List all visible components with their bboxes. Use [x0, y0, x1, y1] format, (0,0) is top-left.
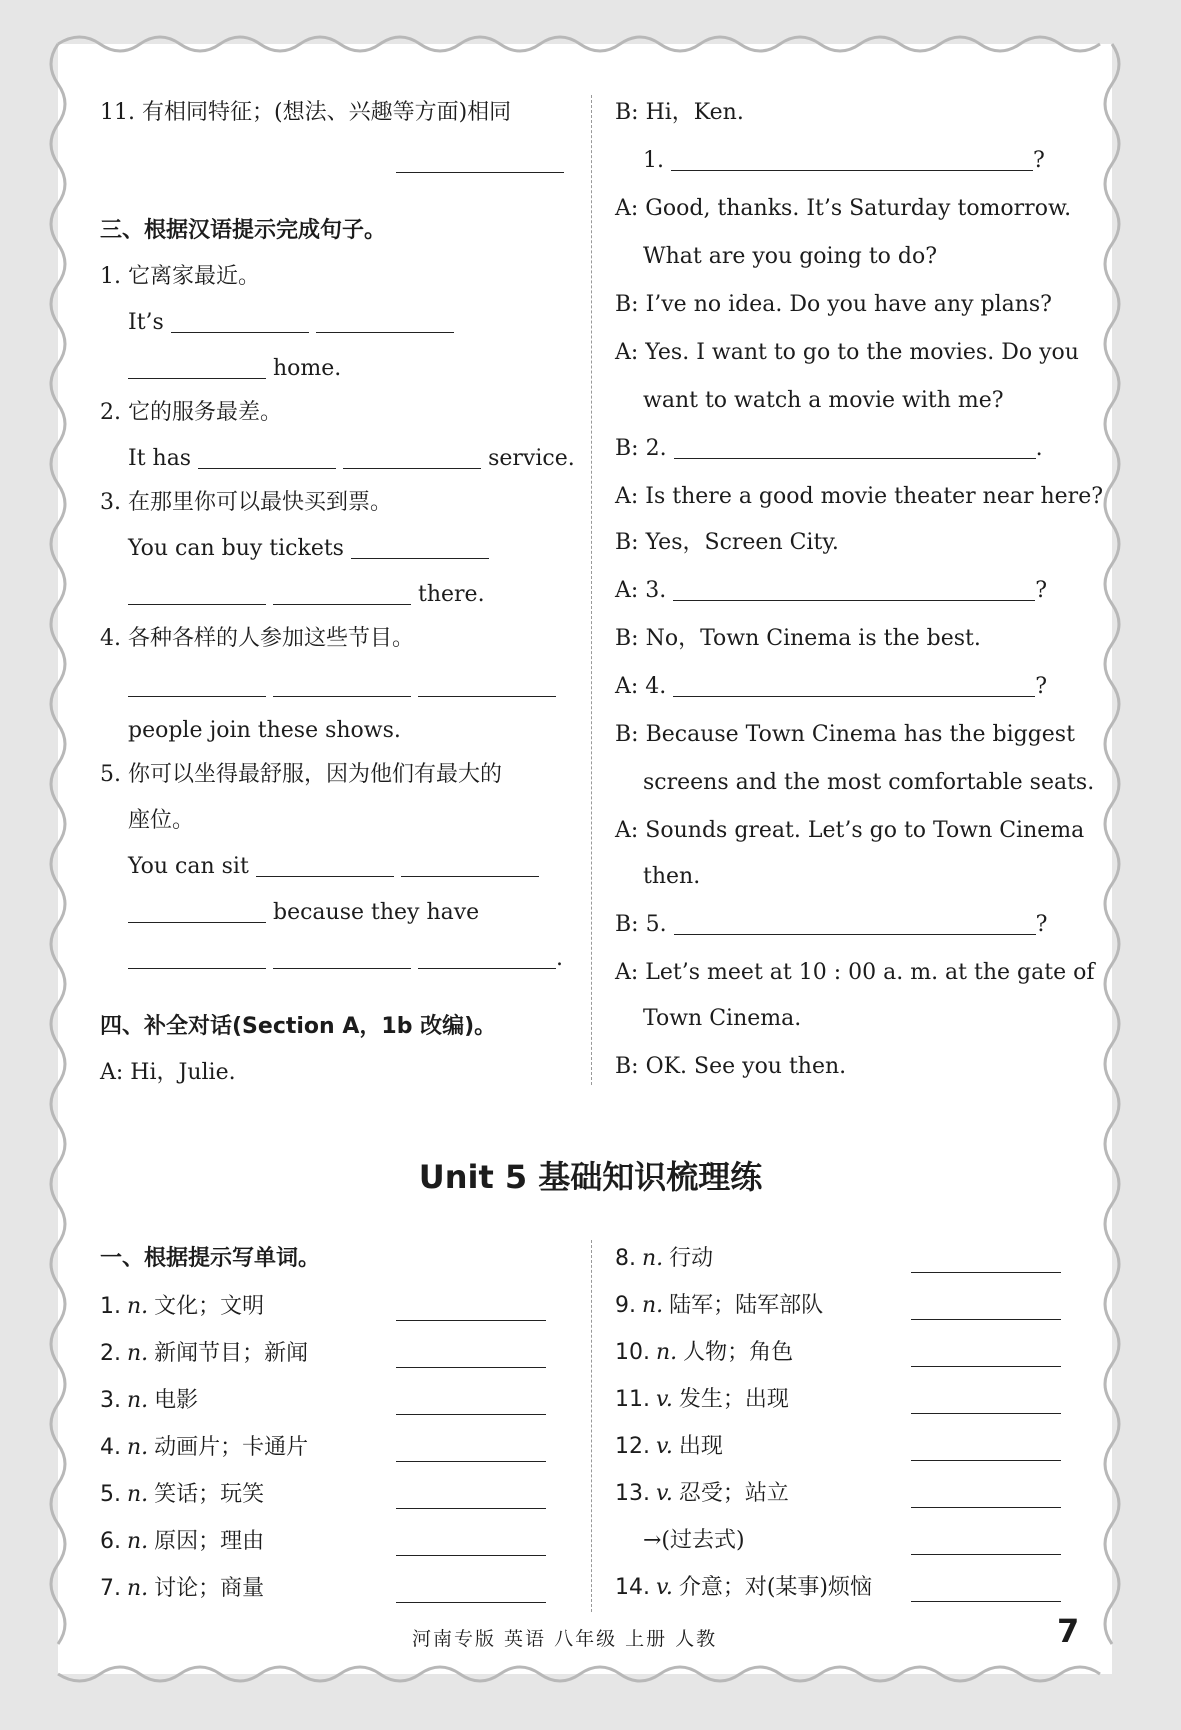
vocab-item — [615, 1432, 723, 1462]
sentence-1-line-a — [128, 308, 454, 338]
dialogue-a4-cont: want to watch a movie with me? — [643, 388, 1004, 413]
sentence-4-chinese: 4. 各种各样的人参加这些节目。 — [100, 626, 414, 651]
answer-blank[interactable] — [128, 946, 266, 969]
sentence-5-line-b — [128, 898, 479, 928]
question-11: 11. 有相同特征；(想法、兴趣等方面)相同 — [100, 100, 512, 125]
dialogue-a1: A: Hi，Julie. — [100, 1060, 236, 1085]
vocab-item — [615, 1385, 789, 1415]
answer-blank[interactable] — [128, 582, 266, 605]
vocab-meaning: 文化；文明 — [154, 1294, 265, 1319]
blank-number-1: 1. — [643, 148, 664, 173]
answer-blank[interactable] — [674, 912, 1036, 935]
vocab-meaning: 行动 — [669, 1246, 714, 1271]
vocab-item — [615, 1573, 872, 1603]
sentence-5-chinese-cont: 座位。 — [128, 808, 195, 833]
vocab-number: 6. — [100, 1529, 121, 1554]
vocab-number: 10. — [615, 1340, 650, 1365]
sentence-1-end: home. — [273, 356, 342, 381]
vocab-meaning: 陆军；陆军部队 — [669, 1293, 824, 1318]
dialogue-blank-5 — [615, 910, 1047, 940]
answer-blank[interactable] — [396, 1602, 546, 1603]
sentence-5-start: You can sit — [128, 854, 249, 879]
sentence-1-chinese: 1. 它离家最近。 — [100, 264, 260, 289]
sentence-5-mid: because they have — [273, 900, 480, 925]
vocab-meaning: 介意；对(某事)烦恼 — [678, 1575, 872, 1600]
sentence-5-line-c — [128, 944, 563, 974]
vocab-meaning: 出现 — [678, 1434, 723, 1459]
sentence-5-chinese: 5. 你可以坐得最舒服，因为他们有最大的 — [100, 762, 502, 787]
dialogue-blank-3 — [615, 576, 1047, 606]
answer-blank[interactable] — [396, 1555, 546, 1556]
part-of-speech: v. — [656, 1387, 673, 1412]
answer-blank[interactable] — [401, 854, 539, 877]
vocab-number: 12. — [615, 1434, 650, 1459]
dialogue-b9: B: No，Town Cinema is the best. — [615, 626, 981, 651]
vocab-item — [100, 1339, 308, 1369]
vocab-number: 13. — [615, 1481, 650, 1506]
dialogue-b13-label: B: 5. — [615, 912, 667, 937]
dialogue-b11-cont: screens and the most comfortable seats. — [643, 770, 1095, 795]
answer-blank[interactable] — [671, 148, 1033, 171]
answer-blank[interactable] — [396, 1367, 546, 1368]
page-number: 7 — [1057, 1612, 1080, 1650]
dialogue-a2-cont: What are you going to do? — [643, 244, 938, 269]
vocab-meaning: →(过去式) — [643, 1528, 745, 1553]
question-mark: ? — [1035, 674, 1048, 699]
dialogue-a4: A: Yes. I want to go to the movies. Do you — [615, 340, 1079, 365]
sentence-5-line-a — [128, 852, 539, 882]
dialogue-blank-4 — [615, 672, 1047, 702]
answer-blank[interactable] — [673, 578, 1035, 601]
answer-blank[interactable] — [128, 674, 266, 697]
dialogue-b3: B: I’ve no idea. Do you have any plans? — [615, 292, 1052, 317]
answer-blank[interactable] — [911, 1554, 1061, 1555]
answer-blank[interactable] — [418, 674, 556, 697]
dialogue-a10-label: A: 4. — [615, 674, 667, 699]
vocab-number: 2. — [100, 1341, 121, 1366]
answer-blank[interactable] — [396, 1320, 546, 1321]
answer-blank[interactable] — [256, 854, 394, 877]
footer-text: 河南专版 英语 八年级 上册 人教 — [412, 1628, 718, 1650]
answer-blank[interactable] — [128, 356, 266, 379]
vocab-item — [100, 1574, 264, 1604]
dialogue-b7: B: Yes，Screen City. — [615, 530, 839, 555]
dialogue-a12-cont: then. — [643, 864, 701, 889]
part-of-speech: n. — [642, 1246, 664, 1271]
sentence-4-line-a — [128, 672, 556, 702]
answer-blank[interactable] — [911, 1601, 1061, 1602]
vocab-meaning: 发生；出现 — [678, 1387, 789, 1412]
part-of-speech: n. — [127, 1294, 149, 1319]
vocab-meaning: 新闻节目；新闻 — [154, 1341, 309, 1366]
sentence-2-line — [128, 444, 575, 474]
vocab-item — [100, 1527, 264, 1557]
part-of-speech: n. — [656, 1340, 678, 1365]
vocab-item — [100, 1480, 264, 1510]
sentence-3-chinese: 3. 在那里你可以最快买到票。 — [100, 490, 392, 515]
sentence-2-chinese: 2. 它的服务最差。 — [100, 400, 282, 425]
vocab-meaning: 电影 — [154, 1388, 199, 1413]
vocab-number: 14. — [615, 1575, 650, 1600]
vocab-number: 11. — [615, 1387, 650, 1412]
vocab-meaning: 原因；理由 — [154, 1529, 265, 1554]
sentence-2-start: It has — [128, 446, 192, 471]
vocab-number: 3. — [100, 1388, 121, 1413]
unit-section-1-title: 一、根据提示写单词。 — [100, 1246, 321, 1271]
vocab-item — [615, 1244, 713, 1274]
column-divider-top — [591, 95, 592, 1085]
dialogue-blank-2 — [615, 434, 1043, 464]
vocab-number: 5. — [100, 1482, 121, 1507]
period-mark: . — [1035, 436, 1043, 461]
dialogue-a12: A: Sounds great. Let’s go to Town Cinema — [615, 818, 1085, 843]
answer-blank[interactable] — [911, 1366, 1061, 1367]
sentence-4-end: people join these shows. — [128, 718, 401, 743]
sentence-3-start: You can buy tickets — [128, 536, 344, 561]
vocab-item — [100, 1386, 198, 1416]
answer-blank[interactable] — [316, 310, 454, 333]
answer-blank[interactable] — [171, 310, 309, 333]
answer-blank[interactable] — [418, 946, 556, 969]
question-mark: ? — [1035, 578, 1048, 603]
sentence-3-line-a — [128, 534, 489, 564]
vocab-meaning: 人物；角色 — [683, 1340, 794, 1365]
vocab-number: 4. — [100, 1435, 121, 1460]
vocab-item — [100, 1433, 308, 1463]
answer-blank[interactable] — [396, 1461, 546, 1462]
dialogue-a2: A: Good, thanks. It’s Saturday tomorrow. — [615, 196, 1072, 221]
dialogue-a14-cont: Town Cinema. — [643, 1006, 802, 1031]
vocab-meaning: 动画片；卡通片 — [154, 1435, 309, 1460]
unit-title: Unit 5 基础知识梳理练 — [418, 1158, 763, 1196]
answer-blank[interactable] — [273, 582, 411, 605]
answer-blank[interactable] — [673, 674, 1035, 697]
answer-blank[interactable] — [351, 536, 489, 559]
sentence-2-end: service. — [488, 446, 575, 471]
sentence-5-period: . — [556, 946, 563, 971]
answer-blank[interactable] — [674, 436, 1036, 459]
vocab-item — [100, 1292, 264, 1322]
vocab-meaning: 讨论；商量 — [154, 1576, 265, 1601]
dialogue-b11: B: Because Town Cinema has the biggest — [615, 722, 1075, 747]
dialogue-a14: A: Let’s meet at 10 : 00 a. m. at the gate of — [615, 960, 1095, 985]
vocab-meaning: 忍受；站立 — [678, 1481, 789, 1506]
answer-blank[interactable] — [273, 674, 411, 697]
vocab-item — [615, 1291, 823, 1321]
vocab-number: 9. — [615, 1293, 636, 1318]
answer-blank[interactable] — [911, 1507, 1061, 1508]
answer-blank[interactable] — [396, 1414, 546, 1415]
sentence-1-line-b — [128, 354, 341, 384]
sentence-3-line-b — [128, 580, 485, 610]
answer-blank[interactable] — [911, 1319, 1061, 1320]
column-divider-bottom — [591, 1240, 592, 1612]
vocab-item — [615, 1479, 789, 1509]
part-of-speech: v. — [656, 1481, 673, 1506]
dialogue-a6: A: Is there a good movie theater near here? — [615, 484, 1104, 509]
answer-blank[interactable] — [911, 1460, 1061, 1461]
vocab-number: 1. — [100, 1294, 121, 1319]
part-of-speech: v. — [656, 1434, 673, 1459]
part-of-speech: n. — [127, 1529, 149, 1554]
part-of-speech: n. — [127, 1341, 149, 1366]
answer-blank[interactable] — [911, 1272, 1061, 1273]
part-of-speech: n. — [127, 1482, 149, 1507]
answer-blank[interactable] — [343, 446, 481, 469]
section-3-title: 三、根据汉语提示完成句子。 — [100, 218, 387, 243]
dialogue-b1: B: Hi，Ken. — [615, 100, 744, 125]
vocab-number: 7. — [100, 1576, 121, 1601]
vocab-item — [615, 1338, 793, 1368]
dialogue-b15: B: OK. See you then. — [615, 1054, 847, 1079]
answer-blank[interactable] — [198, 446, 336, 469]
part-of-speech: n. — [127, 1576, 149, 1601]
vocab-item — [643, 1526, 745, 1556]
vocab-meaning: 笑话；玩笑 — [154, 1482, 265, 1507]
dialogue-b5-label: B: 2. — [615, 436, 667, 461]
answer-blank[interactable] — [273, 946, 411, 969]
answer-blank[interactable] — [396, 172, 564, 173]
answer-blank[interactable] — [911, 1413, 1061, 1414]
answer-blank[interactable] — [396, 1508, 546, 1509]
question-mark: ? — [1035, 912, 1048, 937]
dialogue-blank-1 — [643, 146, 1045, 176]
dialogue-a8-label: A: 3. — [615, 578, 667, 603]
section-4-title: 四、补全对话(Section A，1b 改编)。 — [100, 1014, 497, 1039]
answer-blank[interactable] — [128, 900, 266, 923]
vocab-number: 8. — [615, 1246, 636, 1271]
part-of-speech: n. — [127, 1388, 149, 1413]
part-of-speech: n. — [127, 1435, 149, 1460]
part-of-speech: v. — [656, 1575, 673, 1600]
part-of-speech: n. — [642, 1293, 664, 1318]
sentence-1-start: It’s — [128, 310, 164, 335]
question-mark: ? — [1033, 148, 1045, 173]
sentence-3-end: there. — [418, 582, 485, 607]
